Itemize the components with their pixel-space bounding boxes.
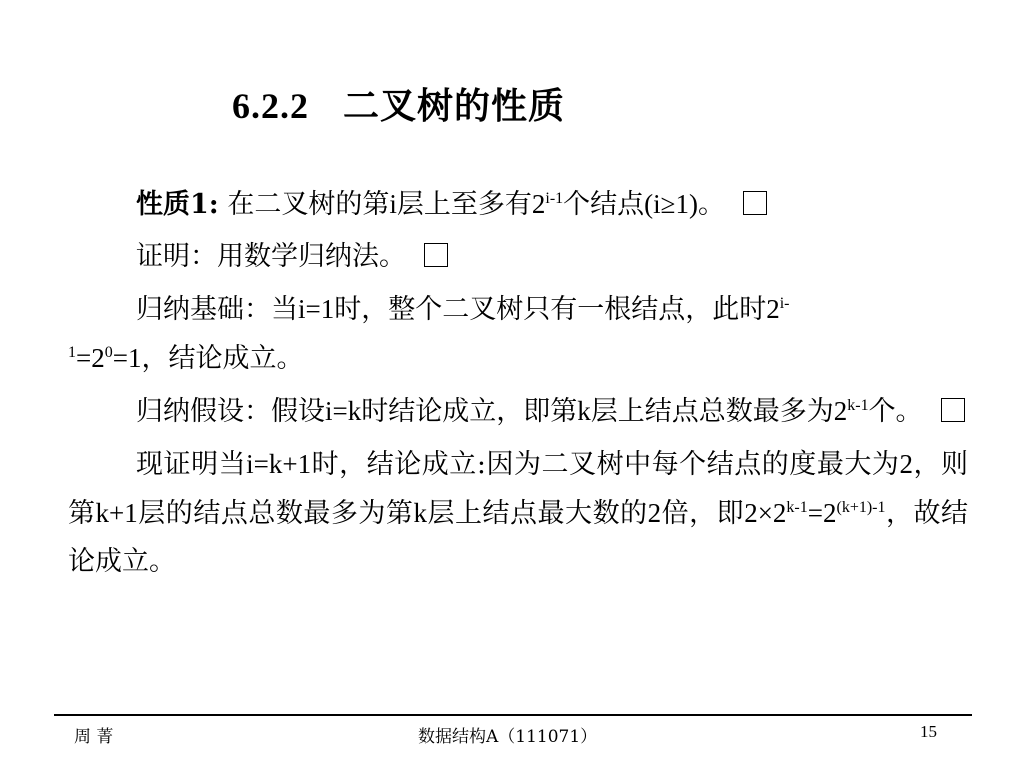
induction-var-k: k	[413, 498, 427, 528]
property-1-base: 2	[531, 189, 546, 219]
induction-exp-b: (k+1)-1	[836, 499, 886, 516]
base-case-exponent-line1: i-	[779, 295, 790, 312]
footer-author: 周 菁	[74, 727, 114, 747]
footer-divider	[54, 714, 972, 716]
induction-text-5: 倍，即	[661, 498, 745, 529]
hypothesis-eq: i=k	[325, 396, 362, 426]
checkbox-icon	[424, 243, 448, 267]
induction-paragraph	[68, 440, 968, 586]
property-1-text-before: 在二叉树的第	[227, 189, 390, 220]
property-1-text-middle: 层上至多有	[396, 189, 532, 220]
base-case-paragraph	[68, 285, 968, 383]
base-case-exponent-zero: 0	[104, 344, 113, 361]
base-case-text-after: ，结论成立。	[141, 343, 304, 374]
property-1-var-i: i	[389, 189, 397, 219]
induction-expr-a: 2×2	[744, 498, 787, 528]
slide-body	[68, 180, 968, 586]
property-1-condition: (i≥1)	[644, 189, 698, 219]
induction-text-2: ，则第	[68, 449, 969, 529]
checkbox-icon	[743, 191, 767, 215]
induction-text-6: ，故结论成立。	[68, 498, 969, 577]
base-case-exponent-line2: 1	[68, 344, 76, 361]
induction-text-4: 层上结点最大数的	[426, 498, 648, 529]
hypothesis-text-middle: 时结论成立，即第	[361, 396, 578, 427]
base-case-eq2-after: =1	[112, 343, 142, 373]
base-case-text-before: 归纳基础：当	[136, 294, 298, 325]
induction-text-before: 现证明当	[136, 449, 247, 480]
base-case-eq2-before: =2	[76, 343, 105, 373]
hypothesis-paragraph	[68, 387, 968, 436]
induction-two-b: 2	[647, 498, 662, 528]
footer-page-number: 15	[920, 722, 937, 741]
base-case-eq: i=1	[298, 294, 335, 324]
hypothesis-base: 2	[833, 396, 848, 426]
base-case-base: 2	[766, 294, 780, 324]
hypothesis-exponent: k-1	[847, 397, 869, 414]
hypothesis-text-after: 个。	[868, 396, 923, 427]
title-text: 二叉树的性质	[343, 85, 566, 127]
proof-paragraph	[68, 233, 968, 281]
hypothesis-text-before: 归纳假设：假设	[136, 396, 325, 427]
induction-text-1: 时，结论成立:因为二叉树中每个结点的度最大为	[311, 449, 900, 480]
hypothesis-var-k: k	[577, 396, 591, 426]
induction-eq: i=k+1	[246, 449, 312, 479]
property-1-label: 性质1:	[136, 189, 219, 220]
induction-two: 2	[899, 449, 913, 479]
induction-text-3: 层的结点总数最多为第	[137, 498, 414, 529]
property-1-paragraph	[68, 180, 968, 229]
induction-expr-b: =2	[807, 498, 837, 528]
hypothesis-text-middle2: 层上结点总数最多为	[590, 396, 834, 427]
title-number: 6.2.2	[232, 86, 309, 126]
checkbox-icon	[941, 398, 965, 422]
property-1-text-after: 个结点	[563, 189, 645, 220]
induction-exp-a: k-1	[786, 499, 808, 516]
footer-course: 数据结构A（111071）	[418, 727, 598, 747]
induction-var-k1: k+1	[95, 498, 138, 528]
property-1-exponent: i-1	[545, 190, 564, 207]
property-1-end: 。	[697, 189, 725, 220]
base-case-text-middle: 时，整个二叉树只有一根结点，此时	[334, 294, 767, 325]
proof-text: 证明：用数学归纳法。	[136, 241, 406, 272]
slide-title	[232, 78, 565, 129]
